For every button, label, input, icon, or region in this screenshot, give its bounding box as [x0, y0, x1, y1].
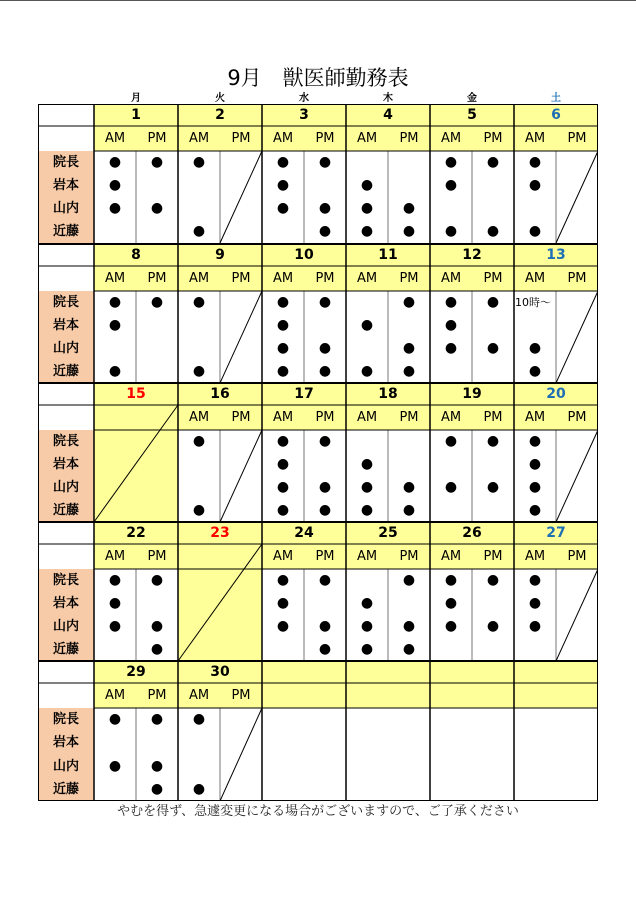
date-label: 11	[378, 247, 398, 263]
attendance-dot: ●	[318, 223, 332, 239]
pm-label: PM	[315, 131, 335, 146]
attendance-dot: ●	[444, 223, 458, 239]
attendance-dot: ●	[528, 456, 542, 472]
am-label: AM	[524, 549, 546, 564]
staff-name-label: 院長	[52, 434, 79, 449]
am-label: AM	[356, 271, 378, 286]
weekday-label: 水	[299, 93, 309, 104]
attendance-dot: ●	[276, 317, 290, 333]
pm-closed-slash	[220, 430, 262, 522]
pm-label: PM	[147, 271, 167, 286]
am-label: AM	[356, 410, 378, 425]
attendance-dot: ●	[444, 294, 458, 310]
am-label: AM	[272, 410, 294, 425]
attendance-dot: ●	[192, 433, 206, 449]
weekday-label: 金	[467, 93, 477, 104]
attendance-dot: ●	[192, 780, 206, 797]
am-label: AM	[104, 549, 126, 564]
am-label: AM	[188, 410, 210, 425]
attendance-dot: ●	[402, 340, 416, 356]
attendance-dot: ●	[276, 479, 290, 495]
attendance-dot: ●	[402, 618, 416, 634]
attendance-dot: ●	[528, 340, 542, 356]
attendance-dot: ●	[444, 572, 458, 588]
pm-closed-slash	[220, 708, 262, 801]
date-header-cell	[262, 661, 346, 708]
attendance-dot: ●	[402, 479, 416, 495]
attendance-dot: ●	[444, 177, 458, 193]
attendance-dot: ●	[360, 177, 374, 193]
attendance-dot: ●	[486, 154, 500, 170]
am-label: AM	[440, 271, 462, 286]
pm-label: PM	[315, 271, 335, 286]
attendance-dot: ●	[486, 572, 500, 588]
attendance-dot: ●	[360, 595, 374, 611]
attendance-dot: ●	[318, 572, 332, 588]
attendance-dot: ●	[486, 223, 500, 239]
date-label: 15	[126, 386, 146, 402]
staff-name-label: 岩本	[52, 596, 79, 611]
attendance-dot: ●	[276, 502, 290, 518]
staff-name-label: 山内	[52, 758, 79, 774]
date-label: 8	[131, 247, 141, 263]
date-label: 25	[378, 525, 398, 541]
attendance-dot: ●	[360, 317, 374, 333]
schedule-table	[38, 104, 598, 801]
am-label: AM	[524, 271, 546, 286]
attendance-dot: ●	[528, 223, 542, 239]
attendance-dot: ●	[150, 200, 164, 216]
attendance-dot: ●	[318, 641, 332, 657]
attendance-dot: ●	[108, 154, 122, 170]
attendance-dot: ●	[150, 572, 164, 588]
attendance-dot: ●	[192, 363, 206, 379]
am-label: AM	[272, 271, 294, 286]
attendance-dot: ●	[528, 154, 542, 170]
staff-name-label: 近藤	[52, 364, 79, 379]
attendance-dot: ●	[444, 433, 458, 449]
staff-name-label: 岩本	[52, 178, 79, 193]
weekday-label: 木	[383, 93, 393, 104]
staff-name-label: 岩本	[52, 318, 79, 333]
staff-name-label: 近藤	[52, 781, 79, 797]
attendance-dot: ●	[108, 294, 122, 310]
attendance-dot: ●	[528, 502, 542, 518]
date-label: 19	[462, 386, 482, 402]
attendance-dot: ●	[318, 294, 332, 310]
attendance-dot: ●	[192, 502, 206, 518]
attendance-dot: ●	[276, 154, 290, 170]
attendance-dot: ●	[150, 618, 164, 634]
date-label: 26	[462, 525, 482, 541]
attendance-dot: ●	[318, 363, 332, 379]
attendance-dot: ●	[150, 154, 164, 170]
date-label: 12	[462, 247, 482, 263]
date-label: 23	[210, 525, 230, 541]
attendance-dot: ●	[528, 479, 542, 495]
pm-label: PM	[483, 549, 503, 564]
date-label: 27	[546, 525, 566, 541]
attendance-dot: ●	[108, 757, 122, 774]
attendance-dot: ●	[318, 433, 332, 449]
attendance-dot: ●	[276, 177, 290, 193]
attendance-dot: ●	[150, 711, 164, 727]
am-label: AM	[104, 688, 126, 703]
pm-label: PM	[231, 131, 251, 146]
date-label: 2	[215, 107, 225, 123]
attendance-dot: ●	[276, 618, 290, 634]
attendance-dot: ●	[108, 200, 122, 216]
attendance-dot: ●	[192, 711, 206, 727]
attendance-dot: ●	[402, 572, 416, 588]
attendance-dot: ●	[150, 294, 164, 310]
attendance-dot: ●	[486, 479, 500, 495]
attendance-dot: ●	[192, 154, 206, 170]
attendance-dot: ●	[276, 595, 290, 611]
date-label: 16	[210, 386, 230, 402]
date-label: 1	[131, 107, 141, 123]
staff-name-label: 院長	[52, 573, 79, 588]
am-label: AM	[356, 549, 378, 564]
time-note: 10時～	[515, 296, 551, 309]
attendance-dot: ●	[360, 618, 374, 634]
top-border-line	[0, 0, 636, 1]
date-label: 5	[467, 107, 477, 123]
date-label: 24	[294, 525, 314, 541]
attendance-dot: ●	[108, 618, 122, 634]
attendance-dot: ●	[150, 780, 164, 797]
attendance-dot: ●	[486, 433, 500, 449]
am-label: AM	[188, 688, 210, 703]
staff-name-label: 近藤	[52, 642, 79, 657]
attendance-dot: ●	[444, 154, 458, 170]
staff-name-label: 岩本	[52, 735, 79, 751]
pm-label: PM	[567, 410, 587, 425]
pm-label: PM	[147, 131, 167, 146]
attendance-dot: ●	[402, 641, 416, 657]
pm-label: PM	[567, 271, 587, 286]
attendance-dot: ●	[360, 479, 374, 495]
attendance-dot: ●	[276, 433, 290, 449]
attendance-dot: ●	[360, 200, 374, 216]
pm-label: PM	[567, 131, 587, 146]
attendance-dot: ●	[486, 618, 500, 634]
date-label: 6	[551, 107, 561, 123]
attendance-dot: ●	[108, 711, 122, 727]
attendance-dot: ●	[318, 340, 332, 356]
pm-closed-slash	[220, 151, 262, 243]
attendance-dot: ●	[528, 595, 542, 611]
attendance-dot: ●	[150, 641, 164, 657]
attendance-dot: ●	[360, 456, 374, 472]
attendance-dot: ●	[360, 502, 374, 518]
attendance-dot: ●	[276, 363, 290, 379]
pm-label: PM	[483, 271, 503, 286]
attendance-dot: ●	[276, 340, 290, 356]
pm-label: PM	[399, 271, 419, 286]
pm-closed-slash	[556, 151, 598, 243]
attendance-dot: ●	[276, 456, 290, 472]
pm-label: PM	[231, 688, 251, 703]
attendance-dot: ●	[402, 502, 416, 518]
pm-label: PM	[399, 131, 419, 146]
am-label: AM	[440, 549, 462, 564]
date-label: 9	[215, 247, 225, 263]
am-label: AM	[104, 271, 126, 286]
pm-closed-slash	[220, 291, 262, 383]
date-label: 3	[299, 107, 309, 123]
staff-name-label: 近藤	[52, 224, 79, 239]
staff-name-label: 近藤	[52, 503, 79, 518]
am-label: AM	[272, 549, 294, 564]
attendance-dot: ●	[528, 363, 542, 379]
pm-closed-slash	[556, 430, 598, 522]
attendance-dot: ●	[360, 223, 374, 239]
weekday-label: 月	[131, 93, 141, 104]
attendance-dot: ●	[444, 618, 458, 634]
date-label: 30	[210, 664, 230, 680]
pm-label: PM	[147, 688, 167, 703]
date-label: 17	[294, 386, 314, 402]
attendance-dot: ●	[150, 757, 164, 774]
attendance-dot: ●	[318, 618, 332, 634]
attendance-dot: ●	[276, 200, 290, 216]
weekday-label: 火	[215, 93, 225, 104]
date-label: 29	[126, 664, 146, 680]
staff-name-label: 山内	[52, 201, 79, 216]
attendance-dot: ●	[192, 294, 206, 310]
pm-label: PM	[567, 549, 587, 564]
am-label: AM	[440, 410, 462, 425]
pm-label: PM	[399, 410, 419, 425]
date-label: 10	[294, 247, 314, 263]
attendance-dot: ●	[276, 572, 290, 588]
pm-label: PM	[399, 549, 419, 564]
attendance-dot: ●	[108, 317, 122, 333]
attendance-dot: ●	[444, 317, 458, 333]
attendance-dot: ●	[528, 572, 542, 588]
am-label: AM	[272, 131, 294, 146]
am-label: AM	[440, 131, 462, 146]
date-header-cell	[430, 661, 514, 708]
attendance-dot: ●	[444, 340, 458, 356]
page-title: 9月 獣医師勤務表	[227, 66, 409, 90]
weekday-label: 土	[551, 93, 561, 104]
attendance-dot: ●	[528, 433, 542, 449]
attendance-dot: ●	[360, 363, 374, 379]
attendance-dot: ●	[402, 200, 416, 216]
attendance-dot: ●	[192, 223, 206, 239]
date-label: 4	[383, 107, 393, 123]
pm-label: PM	[231, 410, 251, 425]
attendance-dot: ●	[444, 595, 458, 611]
staff-name-label: 院長	[52, 712, 79, 727]
am-label: AM	[356, 131, 378, 146]
staff-name-label: 岩本	[52, 457, 79, 472]
pm-closed-slash	[556, 569, 598, 661]
attendance-dot: ●	[528, 177, 542, 193]
pm-label: PM	[147, 549, 167, 564]
attendance-dot: ●	[318, 502, 332, 518]
attendance-dot: ●	[444, 479, 458, 495]
attendance-dot: ●	[108, 363, 122, 379]
staff-name-label: 山内	[52, 619, 79, 634]
date-header-cell	[346, 661, 430, 708]
footer-note: やむを得ず、急遽変更になる場合がございますので、ご了承ください	[117, 804, 519, 819]
date-label: 22	[126, 525, 146, 541]
attendance-dot: ●	[402, 294, 416, 310]
staff-name-label: 山内	[52, 341, 79, 356]
pm-label: PM	[231, 271, 251, 286]
pm-closed-slash	[556, 291, 598, 383]
staff-name-label: 院長	[52, 155, 79, 170]
attendance-dot: ●	[402, 363, 416, 379]
attendance-dot: ●	[108, 572, 122, 588]
pm-label: PM	[483, 410, 503, 425]
attendance-dot: ●	[360, 641, 374, 657]
date-label: 13	[546, 247, 566, 263]
attendance-dot: ●	[486, 340, 500, 356]
am-label: AM	[524, 410, 546, 425]
am-label: AM	[524, 131, 546, 146]
attendance-dot: ●	[318, 479, 332, 495]
pm-label: PM	[483, 131, 503, 146]
staff-name-label: 山内	[52, 480, 79, 495]
attendance-dot: ●	[402, 223, 416, 239]
am-label: AM	[188, 131, 210, 146]
am-label: AM	[188, 271, 210, 286]
attendance-dot: ●	[318, 200, 332, 216]
date-label: 18	[378, 386, 398, 402]
pm-label: PM	[315, 410, 335, 425]
attendance-dot: ●	[108, 177, 122, 193]
attendance-dot: ●	[276, 294, 290, 310]
attendance-dot: ●	[486, 294, 500, 310]
attendance-dot: ●	[108, 595, 122, 611]
am-label: AM	[104, 131, 126, 146]
date-header-cell	[514, 661, 598, 708]
date-label: 20	[546, 386, 566, 402]
attendance-dot: ●	[528, 618, 542, 634]
staff-name-label: 院長	[52, 295, 79, 310]
attendance-dot: ●	[318, 154, 332, 170]
pm-label: PM	[315, 549, 335, 564]
